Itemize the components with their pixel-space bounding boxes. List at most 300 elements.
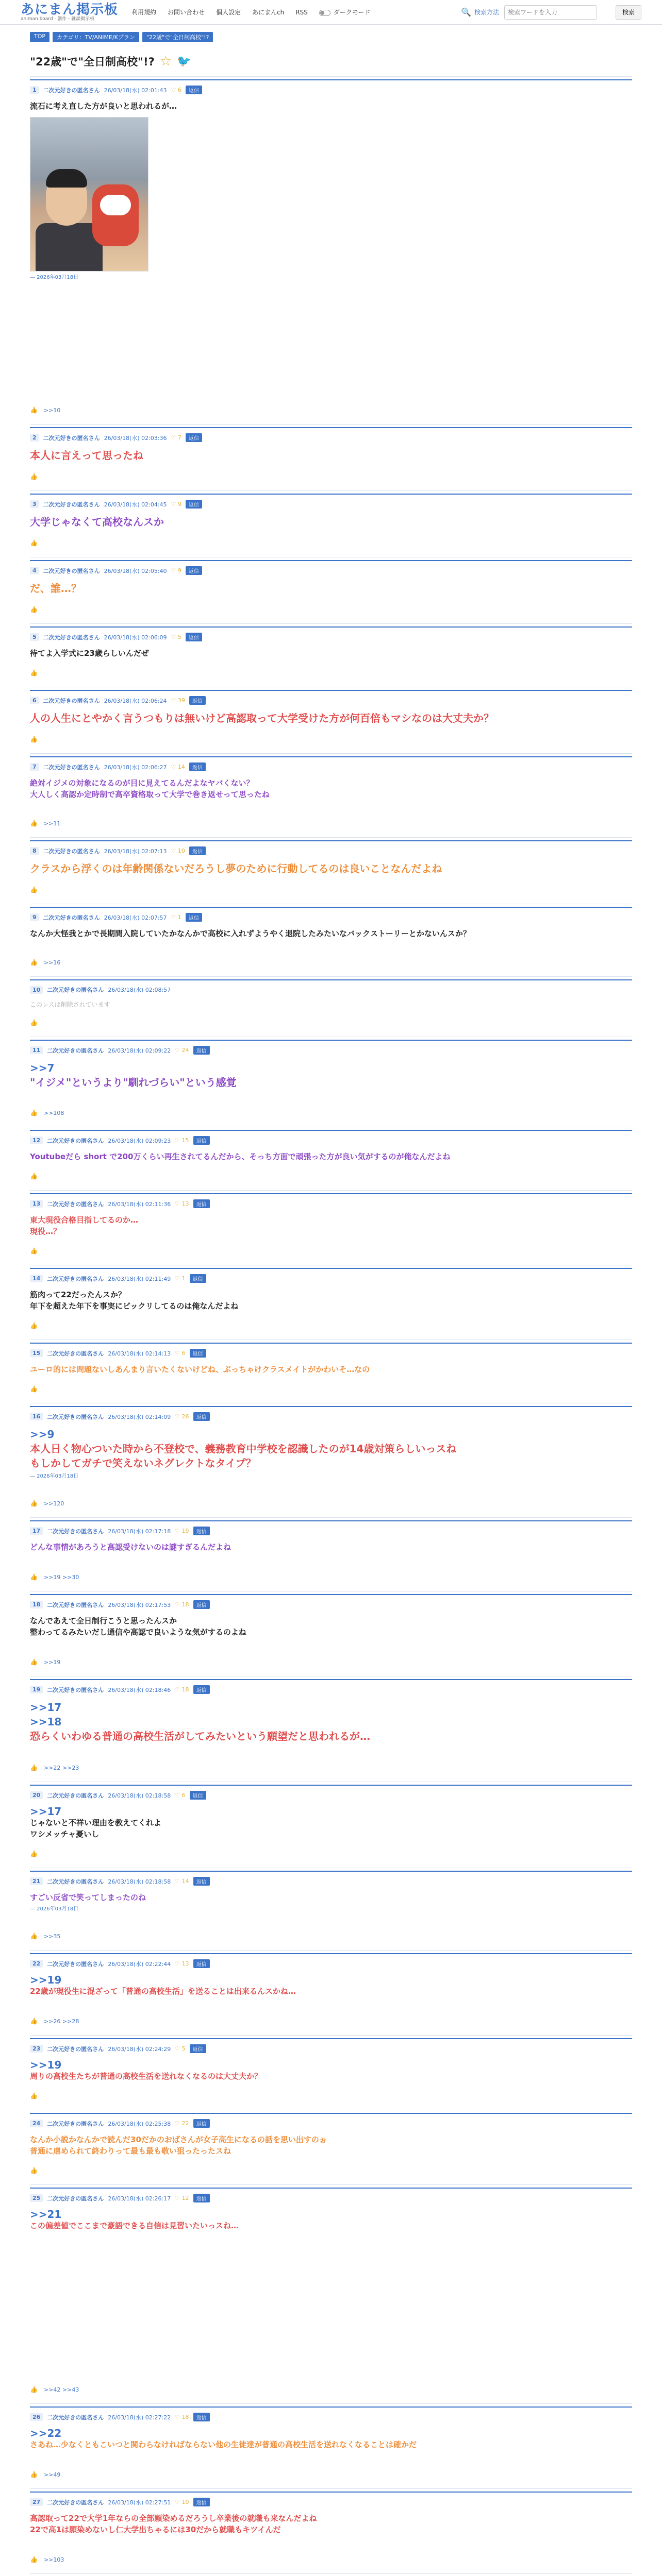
post	[30, 1406, 632, 1507]
poster-name: 二次元好きの匿名さん	[43, 697, 100, 704]
like-count[interactable]: ♡ 6	[175, 1350, 186, 1357]
poster-name: 二次元好きの匿名さん	[47, 2499, 104, 2506]
poster-name: 二次元好きの匿名さん	[47, 1137, 104, 1144]
post-meta	[30, 86, 632, 94]
post	[30, 1953, 632, 2025]
thumbs-up-icon[interactable]: 👍	[30, 2092, 38, 2099]
reply-button[interactable]: 返信	[193, 2194, 210, 2202]
post-number[interactable]: 26	[30, 2413, 43, 2421]
post-number[interactable]: 14	[30, 1275, 43, 1282]
darkmode-toggle[interactable]	[319, 8, 371, 16]
post-body	[30, 2513, 632, 2535]
like-count[interactable]: ♡ 10	[171, 848, 185, 854]
thread-page	[30, 54, 632, 2576]
post-meta	[30, 1877, 632, 1886]
nav-terms[interactable]: 利用規約	[131, 9, 157, 16]
search-input[interactable]	[504, 5, 597, 20]
thumbs-up-icon[interactable]: 👍	[30, 1019, 38, 1026]
poster-name: 二次元好きの匿名さん	[43, 848, 100, 855]
post-meta	[30, 986, 632, 994]
reply-button[interactable]: 返信	[190, 1349, 206, 1358]
post-date: 26/03/18(水) 02:06:27	[104, 764, 167, 771]
like-count[interactable]: ♡ 5	[171, 634, 181, 640]
post-date: 26/03/18(水) 02:11:49	[108, 1275, 171, 1282]
reply-links[interactable]: >>108	[43, 1109, 64, 1116]
post-footer	[30, 1850, 632, 1857]
post	[30, 2492, 632, 2563]
post-line: 流石に考え直した方が良いと思われるが…	[30, 101, 177, 111]
post-line: 22歳が現役生に混ざって「普通の高校生活」を送ることは出来るんスかね…	[30, 1987, 296, 1996]
post-body	[30, 648, 632, 659]
reply-links[interactable]: >>103	[43, 2556, 64, 2563]
post-number[interactable]: 13	[30, 1200, 43, 1208]
post-date: 26/03/18(水) 02:06:09	[104, 634, 167, 641]
post-footer	[30, 1109, 632, 1116]
thumbs-up-icon[interactable]: 👍	[30, 1109, 38, 1116]
post	[30, 427, 632, 480]
thumbs-up-icon[interactable]: 👍	[30, 406, 38, 414]
reply-links[interactable]: >>120	[43, 1500, 64, 1507]
post-footer	[30, 1658, 632, 1666]
breadcrumb-thread[interactable]: "22歳"で"全日制高校"!?	[142, 32, 213, 42]
post-footer	[30, 1322, 632, 1329]
thumbs-up-icon[interactable]: 👍	[30, 2471, 38, 2478]
post-meta	[30, 633, 632, 641]
reply-button[interactable]: 返信	[193, 1600, 210, 1609]
post-body	[30, 1892, 632, 1903]
post-line: さあね…少なくともこいつと関わらなければならない他の生徒達が普通の高校生活を送れなくなることは確かだ	[30, 2440, 417, 2449]
post	[30, 1520, 632, 1581]
post-body	[30, 1151, 632, 1162]
post-line: クラスから浮くのは年齢関係ないだろうし夢のために行動してるのは良いことなんだよね	[30, 862, 442, 875]
post-meta	[30, 433, 632, 442]
post-number[interactable]: 16	[30, 1413, 43, 1420]
post-date: 26/03/18(水) 02:14:09	[108, 1413, 171, 1420]
post-body	[30, 100, 632, 112]
nav-contact[interactable]: お問い合わせ	[168, 9, 205, 16]
reply-button[interactable]: 返信	[186, 86, 202, 94]
post	[30, 1268, 632, 1329]
post-number[interactable]: 24	[30, 2120, 43, 2127]
image-source-date: — 2026年03月18日	[30, 275, 79, 280]
logo-text: あにまん掲示板	[21, 2, 119, 18]
reply-anchor-link[interactable]: >>19	[30, 2059, 62, 2071]
post	[30, 2038, 632, 2099]
thumbs-up-icon[interactable]: 👍	[30, 1247, 38, 1255]
post-meta	[30, 2119, 632, 2128]
post-body	[30, 2428, 632, 2450]
thumbs-up-icon[interactable]: 👍	[30, 1850, 38, 1857]
breadcrumb-top[interactable]: TOP	[30, 32, 49, 42]
post-line: じゃないと不祥い理由を教えてくれよ	[30, 1818, 162, 1827]
reply-button[interactable]: 返信	[186, 433, 202, 442]
post-body	[30, 2209, 632, 2231]
post	[30, 979, 632, 1026]
thumbs-up-icon[interactable]: 👍	[30, 886, 38, 893]
site-logo[interactable]	[21, 3, 118, 22]
post-footer	[30, 406, 632, 414]
thumbs-up-icon[interactable]: 👍	[30, 736, 38, 743]
reply-anchor-link[interactable]: >>18	[30, 1716, 62, 1728]
post-footer	[30, 959, 632, 966]
like-count[interactable]: ♡ 5	[175, 2045, 186, 2052]
reply-links[interactable]: >>10	[43, 406, 61, 414]
nav-settings[interactable]: 個人設定	[216, 9, 241, 16]
search-button[interactable]: 検索	[616, 5, 641, 20]
reply-button[interactable]: 返信	[190, 2044, 206, 2053]
post	[30, 1130, 632, 1180]
post-number[interactable]: 2	[30, 434, 39, 442]
reply-links[interactable]: >>49	[43, 2471, 61, 2478]
thumbs-up-icon[interactable]: 👍	[30, 1764, 38, 1771]
post-date: 26/03/18(水) 02:04:45	[104, 501, 167, 508]
post-meta	[30, 1349, 632, 1358]
post-date: 26/03/18(水) 02:09:23	[108, 1137, 171, 1144]
like-count[interactable]: ♡ 15	[175, 1137, 189, 1144]
post-number[interactable]: 20	[30, 1791, 43, 1799]
post-date: 26/03/18(水) 02:11:36	[108, 1200, 171, 1208]
post-body	[30, 928, 632, 939]
poster-name: 二次元好きの匿名さん	[47, 1528, 104, 1535]
top-nav	[131, 8, 370, 16]
reply-button[interactable]: 返信	[186, 913, 202, 922]
post-number[interactable]: 22	[30, 1960, 43, 1968]
poster-name: 二次元好きの匿名さん	[47, 1878, 104, 1885]
thumbs-up-icon[interactable]: 👍	[30, 820, 38, 827]
search-help-link[interactable]: 検索方法	[474, 9, 499, 16]
post-footer	[30, 2556, 632, 2563]
like-count[interactable]: ♡ 1	[175, 1275, 186, 1282]
post-date: 26/03/18(水) 02:27:51	[108, 2499, 171, 2506]
post-number[interactable]: 12	[30, 1137, 43, 1144]
post-number[interactable]: 21	[30, 1877, 43, 1885]
reply-button[interactable]: 返信	[193, 1412, 210, 1421]
thumbs-up-icon[interactable]: 👍	[30, 2167, 38, 2174]
post-date: 26/03/18(水) 02:14:13	[108, 1350, 171, 1357]
reply-links[interactable]: >>16	[43, 959, 61, 966]
post-number[interactable]: 19	[30, 1686, 43, 1693]
poster-name: 二次元好きの匿名さん	[47, 1960, 104, 1968]
reply-button[interactable]: 返信	[193, 1199, 210, 1208]
reply-anchor-link[interactable]: >>19	[30, 1974, 62, 1986]
post-meta	[30, 1412, 632, 1421]
post-date: 26/03/18(水) 02:24:29	[108, 2045, 171, 2053]
post-date: 26/03/18(水) 02:27:22	[108, 2414, 171, 2421]
post-meta	[30, 500, 632, 509]
poster-name: 二次元好きの匿名さん	[43, 87, 100, 94]
thumbs-up-icon[interactable]: 👍	[30, 539, 38, 547]
post-number[interactable]: 8	[30, 847, 39, 855]
like-count[interactable]: ♡ 14	[171, 764, 185, 770]
favorite-star-icon[interactable]: ☆	[159, 54, 172, 69]
post-number[interactable]: 5	[30, 633, 39, 641]
title-row	[30, 54, 632, 69]
like-count[interactable]: ♡ 19	[175, 1528, 189, 1534]
post-date: 26/03/18(水) 02:18:58	[108, 1878, 171, 1885]
post	[30, 79, 632, 414]
reply-button[interactable]: 返信	[186, 566, 202, 575]
reply-button[interactable]: 返信	[193, 1685, 210, 1694]
reply-button[interactable]: 返信	[193, 1527, 210, 1535]
post-footer	[30, 1933, 632, 1940]
post-body	[30, 1364, 632, 1375]
post-line: だ、誰…？	[30, 582, 81, 595]
reply-anchor-link[interactable]: >>21	[30, 2208, 62, 2221]
like-count[interactable]: ♡ 6	[175, 1792, 186, 1799]
post-line: ユーロ的には問題ないしあんまり言いたくないけどね、ぶっちゃけクラスメイトがかわいそ…なの	[30, 1365, 370, 1374]
image-source-date: — 2026年03月18日	[30, 1473, 79, 1479]
post-date: 26/03/18(水) 02:07:13	[104, 848, 167, 855]
poster-name: 二次元好きの匿名さん	[47, 1686, 104, 1693]
reply-button[interactable]: 返信	[189, 846, 206, 855]
reply-button[interactable]: 返信	[186, 500, 202, 509]
breadcrumb-category[interactable]: カテゴリ：TV/ANIME/Kプラン	[53, 32, 139, 42]
post-body	[30, 861, 632, 876]
post-body	[30, 1700, 632, 1743]
post-line: なんか大怪我とかで長期間入院していたかなんかで高校に入れずようやく退院したみたいなバックストーリーとかないんスか？	[30, 929, 471, 938]
thumbs-up-icon[interactable]: 👍	[30, 2556, 38, 2563]
thumbs-up-icon[interactable]: 👍	[30, 2386, 38, 2393]
like-count[interactable]: ♡ 24	[175, 1047, 189, 1054]
post-number[interactable]: 18	[30, 1601, 43, 1608]
post-date: 26/03/18(水) 02:18:58	[108, 1792, 171, 1799]
post-line: 年下を超えた年下を事実にビックリしてるのは俺なんだよね	[30, 1301, 239, 1311]
reply-button[interactable]: 返信	[193, 1959, 210, 1968]
thumbs-up-icon[interactable]: 👍	[30, 1573, 38, 1581]
reply-button[interactable]: 返信	[190, 1791, 206, 1800]
photo-mascot	[92, 184, 139, 246]
post-date: 26/03/18(水) 02:06:24	[104, 697, 167, 704]
post-meta	[30, 2194, 632, 2202]
reply-button[interactable]: 返信	[186, 633, 202, 641]
post-number[interactable]: 6	[30, 697, 39, 704]
reply-button[interactable]: 返信	[193, 2498, 210, 2506]
post-date: 26/03/18(水) 02:18:46	[108, 1686, 171, 1693]
thumbs-up-icon[interactable]: 👍	[30, 1385, 38, 1393]
poster-name: 二次元好きの匿名さん	[47, 1792, 104, 1799]
post-line: なんであえて全日制行こうと思ったんスか	[30, 1616, 177, 1625]
reply-links[interactable]: >>19 >>30	[43, 1573, 79, 1581]
like-count[interactable]: ♡ 18	[175, 1686, 189, 1693]
post-meta	[30, 1527, 632, 1535]
thumbs-up-icon[interactable]: 👍	[30, 1173, 38, 1180]
post	[30, 1679, 632, 1771]
post-body	[30, 448, 632, 463]
post-date: 26/03/18(水) 02:09:22	[108, 1047, 171, 1054]
post	[30, 2406, 632, 2478]
post-number[interactable]: 23	[30, 2045, 43, 2053]
poster-name: 二次元好きの匿名さん	[43, 634, 100, 641]
post-footer	[30, 2471, 632, 2478]
like-count[interactable]: ♡ 22	[175, 2120, 189, 2127]
post-meta	[30, 2044, 632, 2053]
post-footer	[30, 2018, 632, 2025]
post-body	[30, 2059, 632, 2082]
reply-anchor-link[interactable]: >>7	[30, 1062, 55, 1074]
post-meta	[30, 1199, 632, 1208]
reply-links[interactable]: >>35	[43, 1933, 61, 1940]
post-line: 整わってるみたいだし通信や高認で良いような気がするのよね	[30, 1628, 246, 1637]
reply-button[interactable]: 返信	[193, 1046, 210, 1055]
reply-links[interactable]: >>11	[43, 820, 61, 827]
reply-button[interactable]: 返信	[189, 696, 206, 705]
reply-anchor-link[interactable]: >>22	[30, 2427, 62, 2439]
like-count[interactable]: ♡ 10	[175, 2499, 189, 2505]
search-icon: 🔍	[461, 7, 471, 17]
deleted-message: このレスは削除されています	[30, 1001, 110, 1008]
toggle-icon	[319, 10, 330, 16]
reply-links[interactable]: >>19	[43, 1658, 61, 1666]
post-date: 26/03/18(水) 02:03:36	[104, 434, 167, 442]
thumbs-up-icon[interactable]: 👍	[30, 1658, 38, 1666]
poster-name: 二次元好きの匿名さん	[47, 1200, 104, 1208]
reply-button[interactable]: 返信	[193, 2119, 210, 2128]
post-date: 26/03/18(水) 02:05:40	[104, 567, 167, 574]
post-date: 26/03/18(水) 02:08:57	[108, 987, 171, 993]
reply-anchor-link[interactable]: >>17	[30, 1805, 62, 1818]
poster-name: 二次元好きの匿名さん	[43, 434, 100, 442]
post-list	[30, 79, 632, 2576]
post-date: 26/03/18(水) 02:22:44	[108, 1960, 171, 1968]
post	[30, 840, 632, 893]
post-number[interactable]: 10	[30, 986, 43, 994]
thumbs-up-icon[interactable]: 👍	[30, 669, 38, 676]
like-count[interactable]: ♡ 14	[175, 1878, 189, 1885]
poster-name: 二次元好きの匿名さん	[43, 764, 100, 771]
post-line: この偏差値でここまで豪語できる自信は見習いたいっスね…	[30, 2221, 239, 2230]
post-body	[30, 1214, 632, 1237]
reply-button[interactable]: 返信	[193, 1877, 210, 1886]
post-footer	[30, 820, 632, 827]
reply-button[interactable]: 返信	[189, 762, 206, 771]
post-footer	[30, 606, 632, 613]
thumbs-up-icon[interactable]: 👍	[30, 1322, 38, 1329]
post	[30, 560, 632, 613]
site-header	[0, 0, 662, 25]
post-body	[30, 581, 632, 596]
post-number[interactable]: 27	[30, 2498, 43, 2506]
post-footer	[30, 1019, 632, 1026]
poster-name: 二次元好きの匿名さん	[47, 2120, 104, 2127]
like-count[interactable]: ♡ 9	[171, 567, 181, 574]
thumbs-up-icon[interactable]: 👍	[30, 1500, 38, 1507]
post-line: なんか小説かなんかで読んだ30だかのおばさんが女子高生になるの話を思い出すのぉ	[30, 2135, 327, 2144]
reply-button[interactable]: 返信	[193, 1136, 210, 1145]
nav-animanch[interactable]: あにまんch	[252, 9, 285, 16]
thumbs-up-icon[interactable]: 👍	[30, 606, 38, 613]
post-date: 26/03/18(水) 02:17:18	[108, 1528, 171, 1535]
post-meta	[30, 2498, 632, 2506]
post	[30, 690, 632, 743]
post-meta	[30, 1600, 632, 1609]
post-number[interactable]: 7	[30, 763, 39, 771]
like-count[interactable]: ♡ 1	[171, 914, 181, 921]
post-body	[30, 1427, 632, 1470]
post-meta	[30, 1136, 632, 1145]
thumbs-up-icon[interactable]: 👍	[30, 2018, 38, 2025]
post-number[interactable]: 1	[30, 86, 39, 94]
nav-rss[interactable]: RSS	[295, 8, 308, 16]
photo-hair	[46, 169, 87, 188]
post-footer	[30, 1247, 632, 1255]
post	[30, 2188, 632, 2393]
reply-anchor-link[interactable]: >>17	[30, 1701, 62, 1714]
like-count[interactable]: ♡ 9	[171, 501, 181, 507]
post	[30, 1193, 632, 1255]
like-count[interactable]: ♡ 13	[175, 1960, 189, 1967]
post-number[interactable]: 4	[30, 567, 39, 574]
post-line: Youtubeだら short で200万くらい再生されてるんだから、そっち方面で頑張った方が良い気がするのが俺なんだよね	[30, 1152, 451, 1161]
post-line: 大学じゃなくて高校なんスか	[30, 516, 164, 528]
post-number[interactable]: 15	[30, 1349, 43, 1357]
post-line: 大人しく高認か定時制で高卒資格取って大学で巻き返せって思ったね	[30, 790, 270, 799]
post-date: 26/03/18(水) 02:25:38	[108, 2120, 171, 2127]
image-source-date: — 2026年03月18日	[30, 1906, 79, 1912]
like-count[interactable]: ♡ 6	[171, 87, 181, 93]
search-area	[461, 5, 641, 20]
like-count[interactable]: ♡ 26	[175, 1413, 189, 1420]
reply-links[interactable]: >>42 >>43	[43, 2386, 79, 2393]
post-line: 筋肉って22だったんスか？	[30, 1290, 126, 1299]
post	[30, 1594, 632, 1666]
post-number[interactable]: 11	[30, 1046, 43, 1054]
post-line: 恐らくいわゆる普通の高校生活がしてみたいという願望だと思われるが…	[30, 1730, 370, 1742]
reply-links[interactable]: >>26 >>28	[43, 2018, 79, 2025]
post-line: ワシメッチャ憂いし	[30, 1829, 100, 1839]
post-line: 待てよ入学式に23歳らしいんだぜ	[30, 649, 149, 658]
post-footer	[30, 1385, 632, 1393]
post-body	[30, 1289, 632, 1312]
poster-name: 二次元好きの匿名さん	[47, 1350, 104, 1357]
like-count[interactable]: ♡ 7	[171, 434, 181, 441]
post-line: 人の人生にとやかく言うつもりは無いけど高認取って大学受けた方が何百倍もマシなのは大丈夫か？	[30, 712, 494, 724]
post-body	[30, 1974, 632, 1997]
post	[30, 907, 632, 966]
post-number[interactable]: 9	[30, 913, 39, 921]
post-footer	[30, 669, 632, 676]
reply-links[interactable]: >>22 >>23	[43, 1764, 79, 1771]
thumbs-up-icon[interactable]: 👍	[30, 1933, 38, 1940]
like-count[interactable]: ♡ 39	[171, 697, 185, 704]
post-footer	[30, 1573, 632, 1581]
post-number[interactable]: 17	[30, 1527, 43, 1535]
reply-button[interactable]: 返信	[190, 1274, 206, 1283]
logo-subtext: animan board · 創作・雑談掲示板	[21, 16, 95, 22]
reply-anchor-link[interactable]: >>9	[30, 1428, 55, 1440]
post-line: 本人日く物心ついた時から不登校で、義務教育中学校を認識したのが14歳対策らしいっスね	[30, 1443, 457, 1455]
post-image[interactable]	[30, 117, 148, 272]
reply-button[interactable]: 返信	[193, 2413, 210, 2421]
like-count[interactable]: ♡ 12	[175, 2195, 189, 2201]
twitter-share-icon[interactable]: 🐦	[177, 55, 191, 68]
breadcrumb	[30, 32, 662, 42]
post	[30, 1040, 632, 1116]
post-date: 26/03/18(水) 02:07:57	[104, 914, 167, 921]
thumbs-up-icon[interactable]: 👍	[30, 473, 38, 480]
like-count[interactable]: ♡ 18	[175, 2414, 189, 2420]
post-number[interactable]: 25	[30, 2194, 43, 2202]
post-date: 26/03/18(水) 02:01:43	[104, 87, 167, 94]
like-count[interactable]: ♡ 18	[175, 1601, 189, 1608]
poster-name: 二次元好きの匿名さん	[47, 1275, 104, 1282]
post-footer	[30, 2386, 632, 2393]
poster-name: 二次元好きの匿名さん	[47, 2414, 104, 2421]
post-line: 周りの高校生たちが普通の高校生活を送れなくなるのは大丈夫か？	[30, 2072, 262, 2081]
post-meta	[30, 1685, 632, 1694]
thumbs-up-icon[interactable]: 👍	[30, 959, 38, 966]
post-number[interactable]: 3	[30, 500, 39, 508]
like-count[interactable]: ♡ 13	[175, 1200, 189, 1207]
